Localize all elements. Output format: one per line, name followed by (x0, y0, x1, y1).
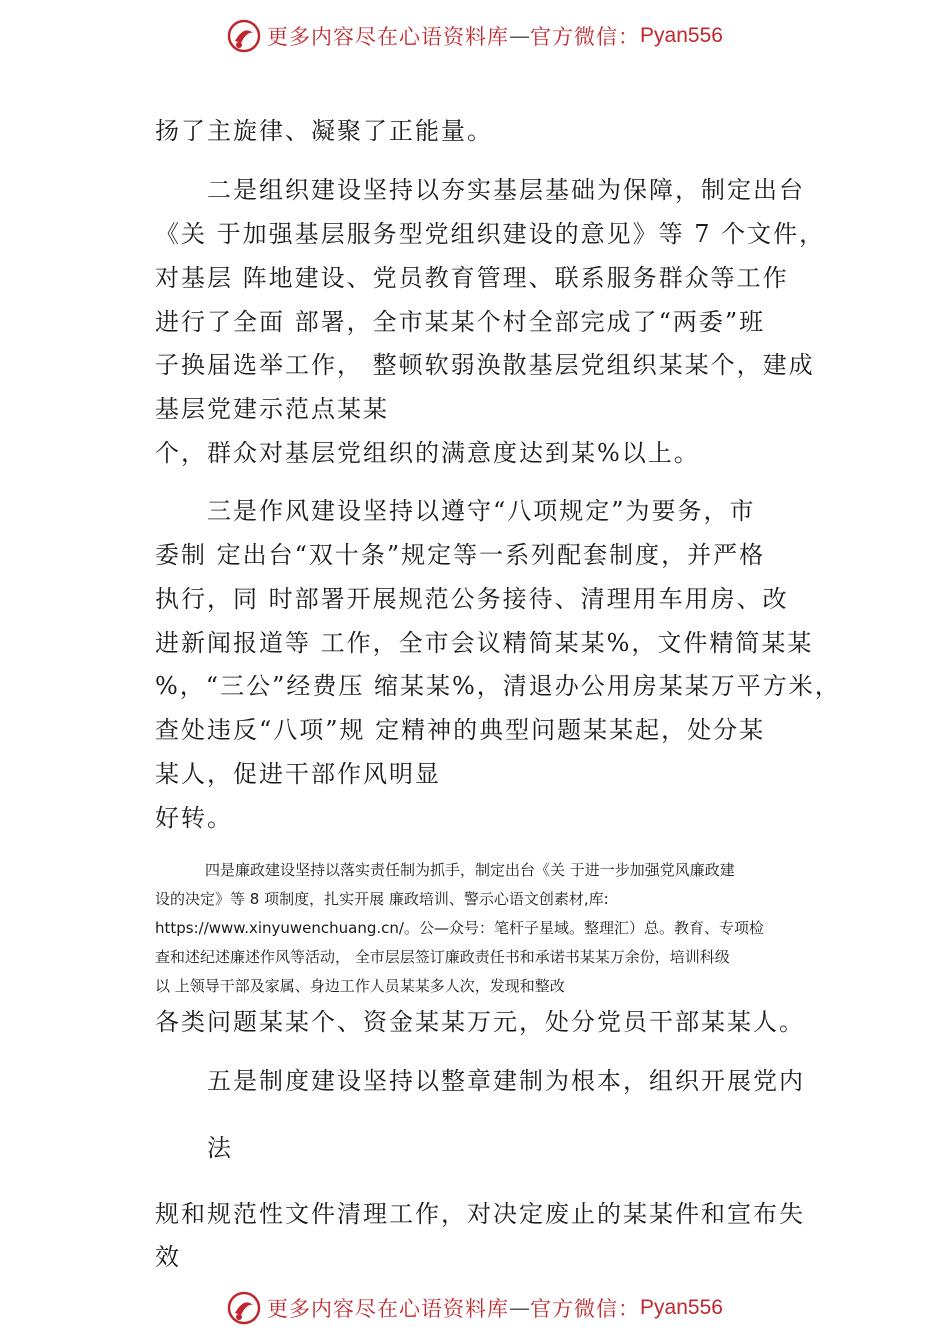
brand-logo-icon (227, 19, 261, 53)
small-text-line: 四是廉政建设坚持以落实责任制为抓手，制定出台《关 于进一步加强党风廉政建 (205, 861, 735, 879)
body-line: 进行了全面 部署，全市某某个村全部完成了“两委”班 (155, 308, 766, 336)
body-line: 查处违反“八项”规 定精神的典型问题某某起，处分某 (155, 716, 766, 744)
body-line: 《关 于加强基层服务型党组织建设的意见》等 7 个文件， (155, 220, 826, 248)
footer-separator: — (509, 1296, 531, 1320)
body-line: 委制 定出台“双十条”规定等一系列配套制度，并严格 (155, 541, 766, 569)
footer-banner (0, 1288, 950, 1328)
body-line: 扬了主旋律、凝聚了正能量。 (155, 117, 493, 145)
body-line: 效 (155, 1243, 181, 1271)
body-line: 个，群众对基层党组织的满意度达到某%以上。 (155, 439, 700, 467)
body-line: 三是作风建设坚持以遵守“八项规定”为要务，市 (207, 497, 756, 525)
header-wechat-id: Pyan556 (640, 24, 723, 47)
header-wechat-label: 官方微信： (530, 25, 641, 49)
small-text-line: 设的决定》等 8 项制度，扎实开展 廉政培训、警示心语文创素材,库: (155, 890, 609, 908)
small-text-line: 查和述纪述廉述作风等活动， 全市层层签订廉政责任书和承诺书某某万余份，培训科级 (155, 948, 730, 966)
header-banner (0, 16, 950, 56)
body-line: 执行，同 时部署开展规范公务接待、清理用车用房、改 (155, 585, 789, 613)
footer-wechat-id: Pyan556 (640, 1296, 723, 1319)
small-text-line: https://www.xinyuwenchuang.cn/。公—众号：笔杆子星域。整理汇）总。教育、专项检 (155, 919, 764, 937)
body-line: 对基层 阵地建设、党员教育管理、联系服务群众等工作 (155, 264, 789, 292)
body-line: 进新闻报道等 工作，全市会议精简某某%，文件精简某某 (155, 629, 814, 657)
body-line: 规和规范性文件清理工作，对决定废止的某某件和宣布失 (155, 1200, 805, 1228)
body-line: %，“三公”经费压 缩某某%，清退办公用房某某万平方米， (155, 672, 841, 700)
body-line: 二是组织建设坚持以夯实基层基础为保障，制定出台 (207, 176, 805, 204)
body-line: 子换届选举工作， 整顿软弱涣散基层党组织某某个，建成 (155, 351, 815, 379)
body-line: 各类问题某某个、资金某某万元，处分党员干部某某人。 (155, 1008, 805, 1036)
body-line: 基层党建示范点某某 (155, 395, 389, 423)
body-line: 某人，促进干部作风明显 (155, 760, 441, 788)
body-line: 法 (207, 1134, 233, 1162)
footer-wechat-label: 官方微信： (530, 1297, 641, 1321)
header-brand: 更多内容尽在心语资料库 (267, 25, 510, 49)
brand-logo-icon (227, 1291, 261, 1325)
small-text-line: 以 上领导干部及家属、身边工作人员某某多人次，发现和整改 (155, 977, 565, 995)
header-separator: — (509, 24, 531, 48)
body-line: 五是制度建设坚持以整章建制为根本，组织开展党内 (207, 1067, 805, 1095)
body-line: 好转。 (155, 804, 233, 832)
footer-brand: 更多内容尽在心语资料库 (267, 1297, 510, 1321)
